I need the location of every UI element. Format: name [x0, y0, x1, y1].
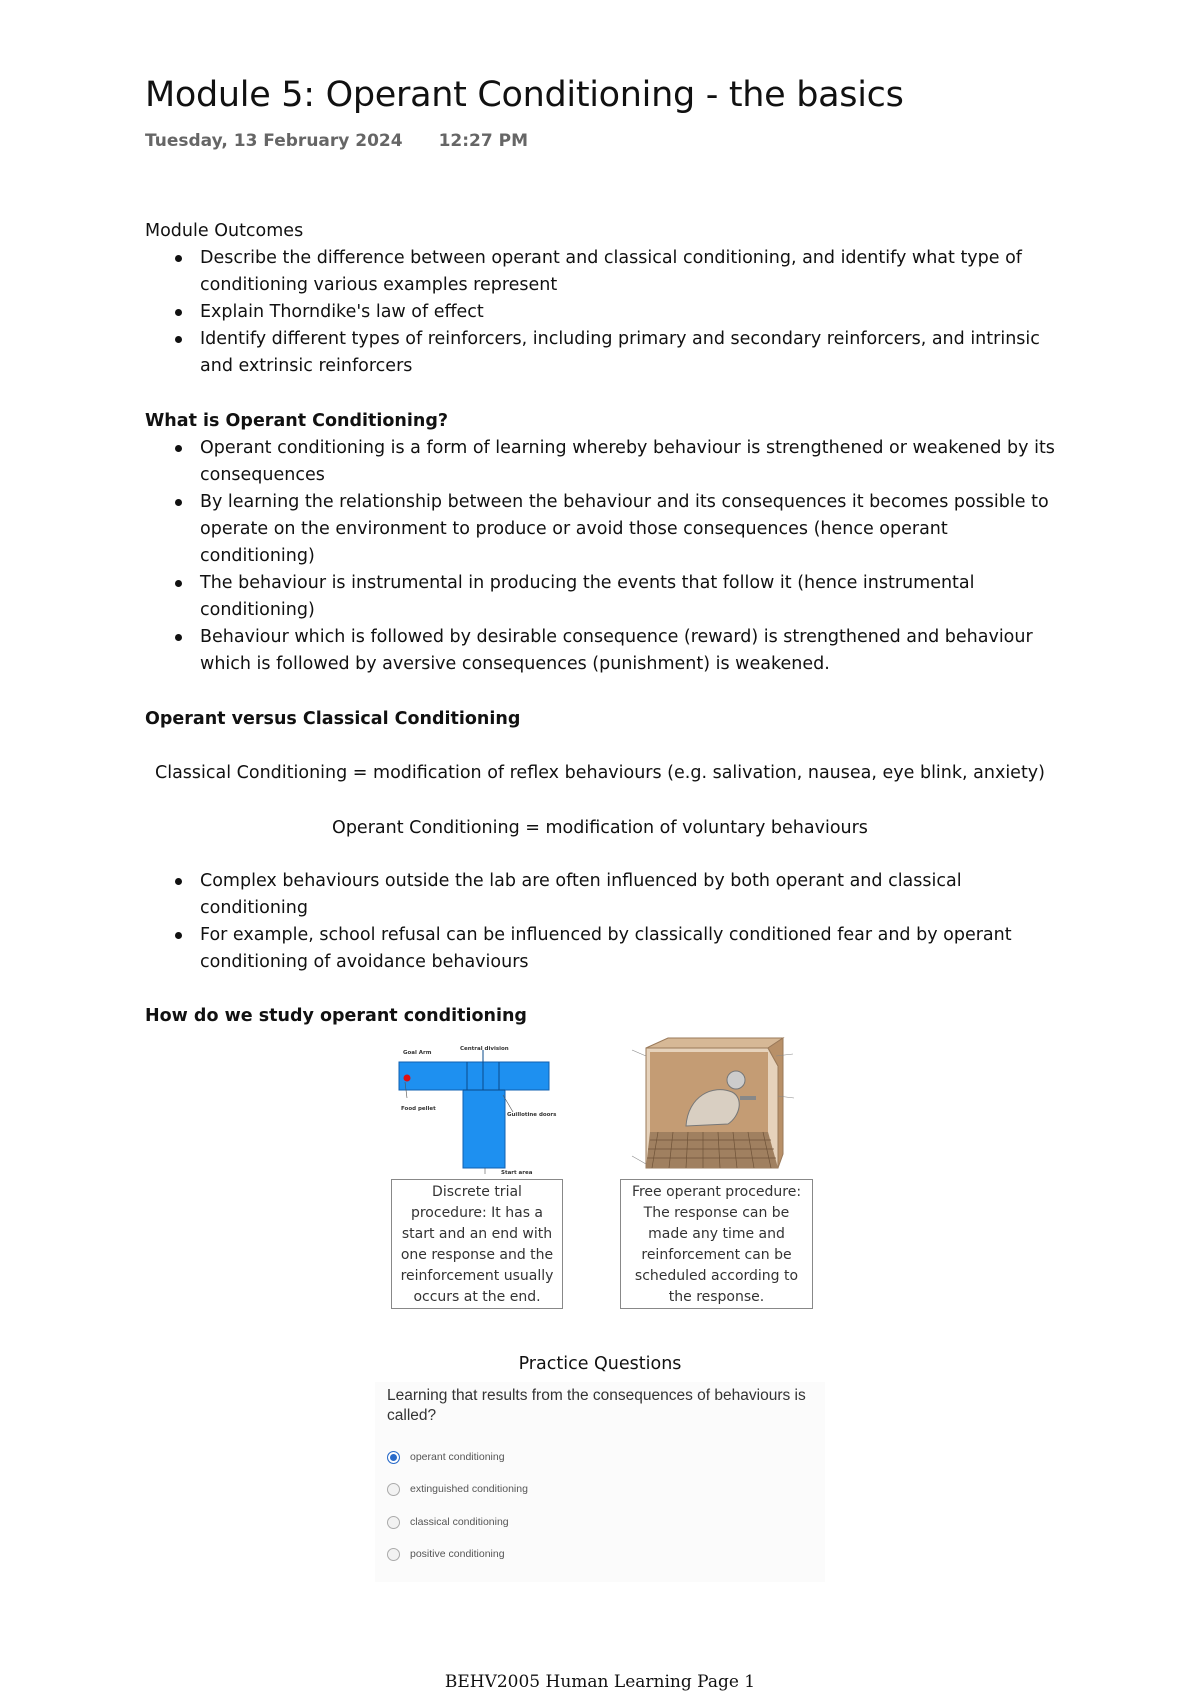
list-item: The behaviour is instrumental in producing the events that follow it (hence instrumental conditioning)	[145, 570, 1065, 624]
skinner-box-image	[628, 1036, 798, 1174]
central-division-label: Central division	[460, 1046, 509, 1052]
radio-icon[interactable]	[387, 1516, 400, 1529]
practice-question-card	[375, 1382, 825, 1582]
free-operant-caption: Free operant procedure: The response can be made any time and reinforcement can be scheduled according to the response.	[620, 1179, 813, 1309]
answer-option[interactable]	[387, 1546, 505, 1562]
study-heading: How do we study operant conditioning	[145, 1006, 527, 1026]
list-item: Complex behaviours outside the lab are often influenced by both operant and classical conditioning	[145, 868, 1065, 922]
classical-definition: Classical Conditioning = modification of reflex behaviours (e.g. salivation, nausea, eye blink, anxiety)	[154, 763, 1045, 783]
answer-option-label: classical conditioning	[410, 1516, 509, 1528]
answer-option[interactable]	[387, 1481, 528, 1497]
radio-selected-icon[interactable]	[387, 1451, 400, 1464]
list-item: Operant conditioning is a form of learning whereby behaviour is strengthened or weakened by its consequences	[145, 435, 1065, 489]
versus-heading: Operant versus Classical Conditioning	[145, 709, 521, 729]
start-area-label: Start area	[501, 1170, 533, 1176]
list-item: For example, school refusal can be influenced by classically conditioned fear and by operant conditioning of avoidance behaviours	[145, 922, 1065, 976]
guillotine-doors-label: Guillotine doors	[507, 1112, 557, 1118]
what-is-heading: What is Operant Conditioning?	[145, 411, 448, 431]
list-item: Describe the difference between operant and classical conditioning, and identify what type of conditioning various examples represent	[145, 245, 1065, 299]
answer-option[interactable]	[387, 1514, 509, 1530]
radio-icon[interactable]	[387, 1548, 400, 1561]
practice-title: Practice Questions	[518, 1354, 682, 1374]
note-time: 12:27 PM	[438, 131, 529, 151]
list-item: Identify different types of reinforcers, including primary and secondary reinforcers, and intrinsic and extrinsic reinforcers	[145, 326, 1065, 380]
answer-option-label: extinguished conditioning	[410, 1483, 528, 1495]
versus-list	[145, 868, 1065, 976]
outcomes-heading: Module Outcomes	[145, 221, 304, 241]
page-title: Module 5: Operant Conditioning - the basics	[145, 75, 904, 115]
note-timestamp	[145, 131, 528, 151]
goal-arm-label: Goal Arm	[403, 1050, 432, 1056]
t-maze-diagram	[385, 1040, 575, 1180]
operant-chamber-diagram	[628, 1036, 798, 1174]
page-footer: BEHV2005 Human Learning Page 1	[444, 1672, 756, 1692]
list-item: By learning the relationship between the behaviour and its consequences it becomes possible to operate on the environment to produce or avoid those consequences (hence operant conditioning)	[145, 489, 1065, 570]
operant-definition: Operant Conditioning = modification of voluntary behaviours	[332, 818, 868, 838]
answer-option[interactable]	[387, 1449, 505, 1465]
list-item: Explain Thorndike's law of effect	[145, 299, 1065, 326]
radio-icon[interactable]	[387, 1483, 400, 1496]
question-text: Learning that results from the consequences of behaviours is called?	[387, 1387, 806, 1424]
note-date: Tuesday, 13 February 2024	[145, 131, 403, 151]
answer-option-label: operant conditioning	[410, 1451, 505, 1463]
list-item: Behaviour which is followed by desirable consequence (reward) is strengthened and behaviour which is followed by aversive consequences (punishment) is weakened.	[145, 624, 1065, 678]
outcomes-list	[145, 245, 1065, 380]
food-pellet-label: Food pellet	[401, 1106, 436, 1112]
discrete-trial-caption: Discrete trial procedure: It has a start and an end with one response and the reinforcement usually occurs at the end.	[391, 1179, 563, 1309]
answer-option-label: positive conditioning	[410, 1548, 505, 1560]
what-is-list	[145, 435, 1065, 678]
